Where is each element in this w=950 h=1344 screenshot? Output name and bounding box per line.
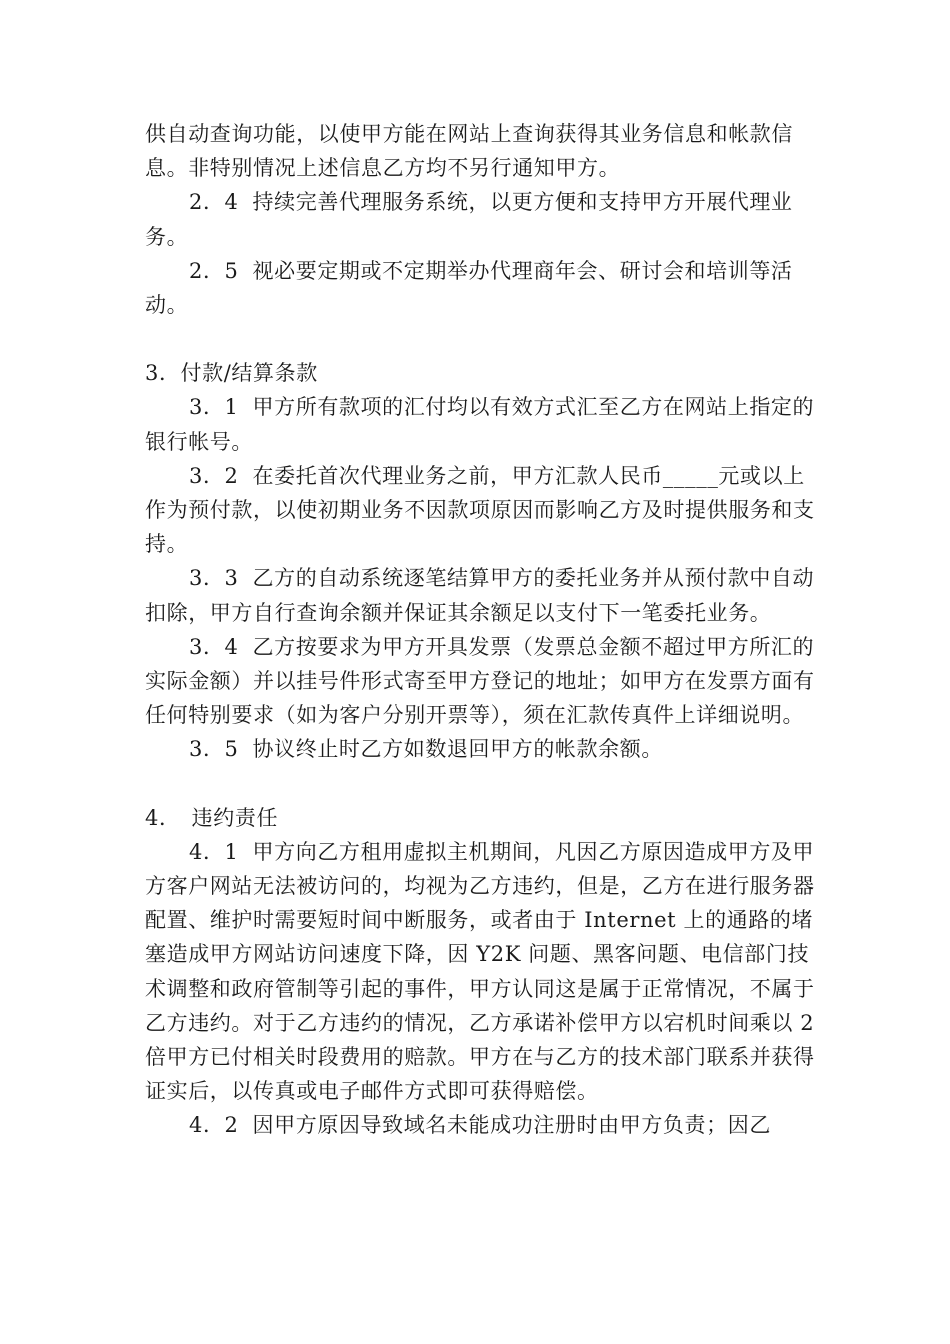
clause-number: 3．2 <box>189 463 239 488</box>
clause-4-2 <box>145 1108 815 1142</box>
clause-text: 乙方的自动系统逐笔结算甲方的委托业务并从预付款中自动扣除，甲方自行查询余额并保证其余额足以支付下一笔委托业务。 <box>145 566 815 625</box>
clause-text: 因甲方原因导致域名未能成功注册时由甲方负责；因乙 <box>252 1113 771 1138</box>
clause-number: 4．2 <box>189 1113 239 1138</box>
clause-number: 4．1 <box>189 839 239 864</box>
clause-number: 2．4 <box>189 190 239 215</box>
clause-2-5 <box>145 254 815 322</box>
clause-3-1 <box>145 390 815 458</box>
clause-3-3 <box>145 561 815 629</box>
clause-3-2 <box>145 459 815 562</box>
clause-number: 3．4 <box>189 634 239 659</box>
clause-text: 甲方向乙方租用虚拟主机期间，凡因乙方原因造成甲方及甲方客户网站无法被访问的，均视为乙方违约，但是，乙方在进行服务器配置、维护时需要短时间中断服务，或者由于 Internet 上的通路的堵塞造成甲方网站访问速度下降，因 Y2K 问题、黑客问题、电信部门技术调整和政府管制等引起的事件，甲方认同这是属于正常情况，不属于乙方违约。对于乙方违约的情况，乙方承诺补偿甲方以宕机时间乘以 2 倍甲方已付相关时段费用的赔款。甲方在与乙方的技术部门联系并获得证实后，以传真或电子邮件方式即可获得赔偿。 <box>145 839 822 1104</box>
clause-text: 甲方所有款项的汇付均以有效方式汇至乙方在网站上指定的银行帐号。 <box>145 395 815 454</box>
clause-text: 协议终止时乙方如数退回甲方的帐款余额。 <box>252 737 663 762</box>
clause-text: 持续完善代理服务系统，以更方便和支持甲方开展代理业务。 <box>145 190 793 249</box>
clause-number: 3．5 <box>189 737 239 762</box>
section-heading-3: 3．付款/结算条款 <box>145 361 318 386</box>
section-heading-4: 4． 违约责任 <box>145 805 279 830</box>
clause-4-1 <box>145 835 822 1109</box>
document-body <box>145 117 822 1143</box>
clause-text: 视必要定期或不定期举办代理商年会、研讨会和培训等活动。 <box>145 258 793 318</box>
clause-3-4 <box>145 630 815 733</box>
paragraph-continuation: 供自动查询功能，以使甲方能在网站上查询获得其业务信息和帐款信息。非特别情况上述信息乙方均不另行通知甲方。 <box>145 122 793 181</box>
clause-3-5 <box>145 732 815 766</box>
clause-number: 3．1 <box>189 395 239 420</box>
clause-number: 2．5 <box>189 258 239 283</box>
clause-number: 3．3 <box>189 566 239 591</box>
clause-2-4 <box>145 185 815 253</box>
clause-text: 在委托首次代理业务之前，甲方汇款人民币_____元或以上作为预付款，以使初期业务不因款项原因而影响乙方及时提供服务和支持。 <box>145 463 815 557</box>
clause-text: 乙方按要求为甲方开具发票（发票总金额不超过甲方所汇的实际金额）并以挂号件形式寄至甲方登记的地址；如甲方在发票方面有任何特别要求（如为客户分别开票等），须在汇款传真件上详细说明。 <box>145 634 815 728</box>
